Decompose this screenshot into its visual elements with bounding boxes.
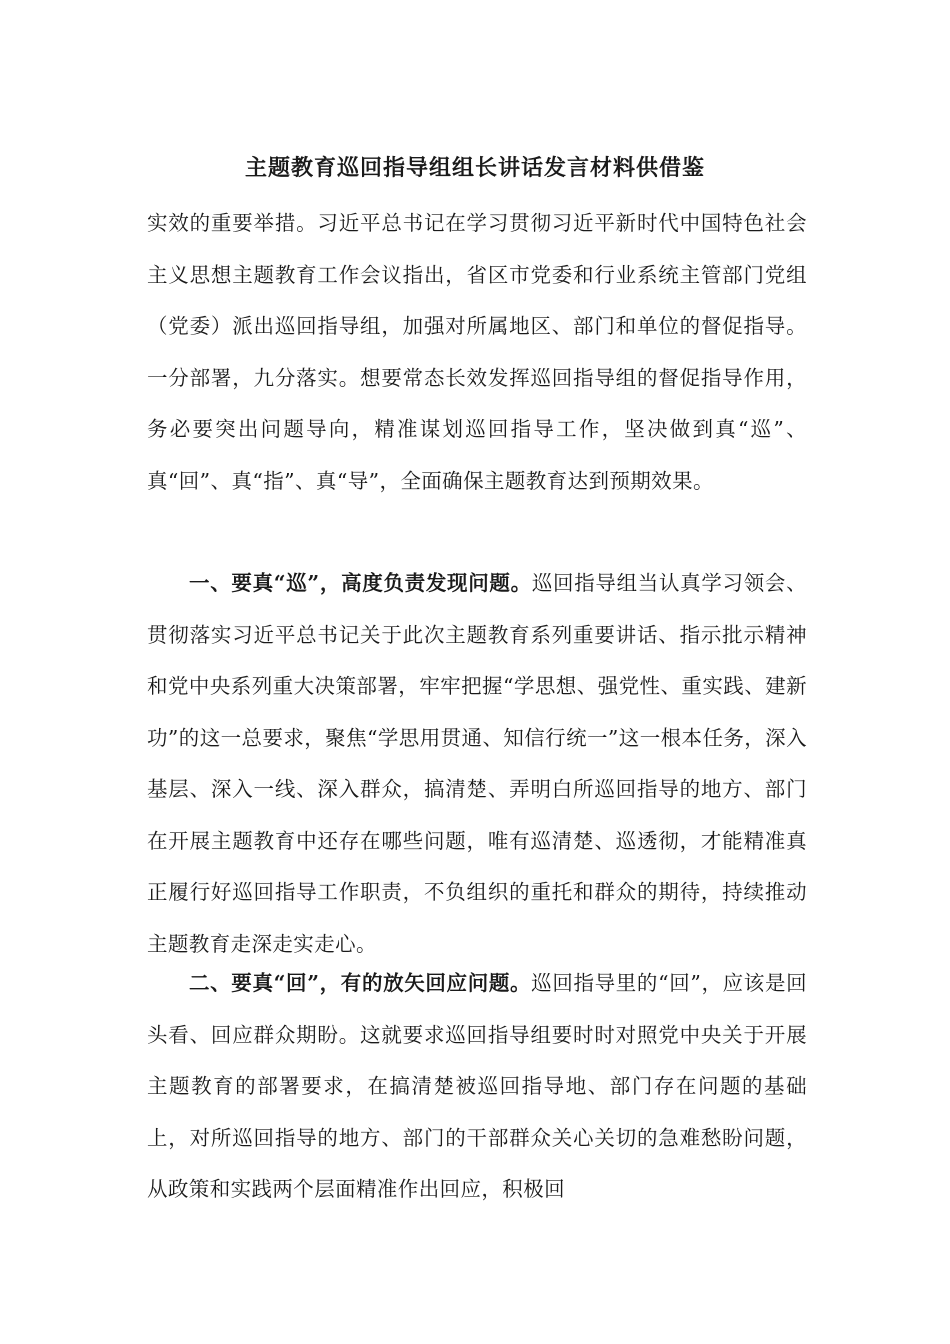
paragraph-section-1: [147, 558, 807, 970]
paragraph-body: 巡回指导里的“回”，应该是回头看、回应群众期盼。这就要求巡回指导组要时时对照党中央关于开展主题教育的部署要求，在搞清楚被巡回指导地、部门存在问题的基础上，对所巡回指导的地方、部门的干部群众关心关切的急难愁盼问题，从政策和实践两个层面精准作出回应，积极回: [147, 971, 808, 1201]
paragraph-section-2: [147, 958, 807, 1216]
document-title: 主题教育巡回指导组组长讲话发言材料供借鉴: [244, 155, 705, 181]
paragraph-body: 实效的重要举措。习近平总书记在学习贯彻习近平新时代中国特色社会主义思想主题教育工作会议指出，省区市党委和行业系统主管部门党组（党委）派出巡回指导组，加强对所属地区、部门和单位的督促指导。一分部署，九分落实。想要常态长效发挥巡回指导组的督促指导作用，务必要突出问题导向，精准谋划巡回指导工作，坚决做到真“巡”、真“回”、真“指”、真“导”，全面确保主题教育达到预期效果。: [147, 211, 807, 493]
paragraph-body: 巡回指导组当认真学习领会、贯彻落实习近平总书记关于此次主题教育系列重要讲话、指示批示精神和党中央系列重大决策部署，牢牢把握“学思想、强党性、重实践、建新功”的这一总要求，聚焦“学思用贯通、知信行统一”这一根本任务，深入基层、深入一线、深入群众，搞清楚、弄明白所巡回指导的地方、部门在开展主题教育中还存在哪些问题，唯有巡清楚、巡透彻，才能精准真正履行好巡回指导工作职责，不负组织的重托和群众的期待，持续推动主题教育走深走实走心。: [147, 571, 807, 956]
section-heading: 一、要真“巡”，高度负责发现问题。: [189, 571, 532, 595]
paragraph-intro: [147, 198, 807, 507]
section-heading: 二、要真“回”，有的放矢回应问题。: [189, 971, 532, 995]
